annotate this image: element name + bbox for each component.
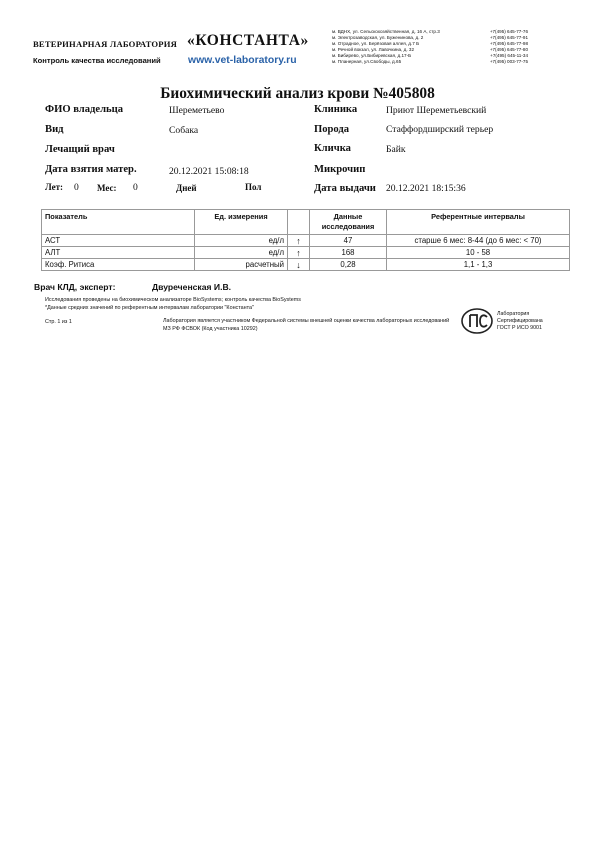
arrow-down-icon: ↓: [296, 259, 301, 270]
clinic-value: Приют Шереметьевский: [386, 105, 487, 116]
arrow-up-icon: ↑: [296, 235, 301, 246]
years-label: Лет:: [45, 182, 64, 192]
address-text: м. Отрадное, ул. Берёзовая аллея, д.7 Б: [332, 41, 420, 47]
address-text: м. ВДНХ, ул. Сельскохозяйственная, д. 16 А, стр.3: [332, 29, 440, 34]
reference-note: *Данные средних значений по референтным интервалам лаборатории "Константа": [45, 305, 254, 311]
signature-name: Двуреченская И.В.: [152, 282, 232, 292]
cell-value: 168: [310, 247, 387, 259]
cell-unit: ед/л: [195, 247, 288, 259]
cell-ref: 10 - 58: [387, 247, 570, 259]
table-row: [42, 235, 570, 247]
species-label: Вид: [45, 124, 64, 135]
nickname-value: Байк: [386, 144, 406, 155]
address-phone: +7(495) 003-77-75: [489, 59, 528, 65]
cell-name: АЛТ: [42, 247, 195, 259]
issue-date-label: Дата выдачи: [314, 183, 376, 194]
results-table: [41, 209, 570, 271]
table-header-row: [42, 210, 570, 235]
cell-ref: старше 6 мес: 8-44 (до 6 мес: < 70): [387, 235, 570, 247]
address-phone: +7(495) 645-77-76: [489, 29, 528, 34]
sample-date-label: Дата взятия матер.: [45, 164, 137, 175]
document-title: Биохимический анализ крови №405808: [160, 85, 435, 102]
owner-label: ФИО владельца: [45, 104, 124, 115]
address-row: [332, 59, 528, 65]
table-row: [42, 247, 570, 259]
cell-ref: 1,1 - 1,3: [387, 259, 570, 271]
months-value: 0: [133, 182, 138, 193]
cell-unit: ед/л: [195, 235, 288, 247]
years-value: 0: [74, 182, 79, 193]
column-header-value: Данные исследования: [310, 210, 387, 235]
column-header-flag: [288, 210, 310, 235]
cell-value: 47: [310, 235, 387, 247]
species-value: Собака: [169, 125, 199, 136]
cert-line-1: Лаборатория: [497, 311, 530, 317]
brand-name: «КОНСТАНТА»: [187, 32, 309, 49]
address-phone: +7(495) 645-11-34: [490, 53, 528, 59]
cert-line-3: ГОСТ Р ИСО 9001: [497, 325, 542, 331]
sample-date-value: 20.12.2021 15:08:18: [169, 166, 249, 177]
address-phone: +7(495) 645-77-80: [489, 47, 528, 53]
column-header-name: Показатель: [42, 210, 195, 235]
address-list: [332, 29, 528, 66]
days-label: Дней: [176, 183, 197, 193]
issue-date-value: 20.12.2021 18:15:36: [386, 183, 466, 194]
clinic-label: Клиника: [314, 104, 358, 115]
address-text: м. Планерная, ул.Свободы, д.65: [332, 59, 402, 65]
address-text: м. Электрозаводская, ул. Буженинова, д. 2: [332, 35, 424, 41]
address-phone: +7(495) 645-77-98: [489, 41, 528, 47]
fsvok-note: Лаборатория является участником Федеральной системы внешней оценки качества лабораторных исследований МЗ РФ ФСВОК (Код участника 10292): [163, 318, 450, 332]
doctor-label: Лечащий врач: [45, 144, 115, 155]
microchip-label: Микрочип: [314, 164, 366, 175]
cell-name: АСТ: [42, 235, 195, 247]
months-label: Мес:: [97, 183, 117, 193]
column-header-ref: Референтные интервалы: [387, 210, 570, 235]
arrow-up-icon: ↑: [296, 247, 301, 258]
breed-label: Порода: [314, 124, 350, 135]
analyzer-note: Исследования проведены на биохимическом анализаторе BioSystems; контроль качества BioSystems: [45, 297, 301, 303]
table-row: [42, 259, 570, 271]
address-phone: +7(495) 645-77-91: [489, 35, 528, 41]
website-link[interactable]: www.vet-laboratory.ru: [188, 55, 297, 66]
certification-text: [497, 311, 543, 332]
nickname-label: Кличка: [314, 143, 351, 154]
cell-value: 0,28: [310, 259, 387, 271]
address-text: м. Бибирево, ул.Бибиревская, д.17-Б: [332, 53, 412, 59]
breed-value: Стаффордширский терьер: [386, 124, 494, 135]
address-text: м. Речной вокзал, ул. Лавочкина, д. 32: [332, 47, 414, 53]
page-number: Стр. 1 из 1: [45, 319, 72, 325]
certification-mark-icon: [460, 307, 494, 340]
owner-value: Шереметьево: [169, 105, 225, 116]
lab-subtitle: Контроль качества исследований: [33, 56, 161, 65]
column-header-unit: Ед. измерения: [195, 210, 288, 235]
sex-label: Пол: [245, 182, 262, 192]
cell-unit: расчетный: [195, 259, 288, 271]
lab-name-line: ВЕТЕРИНАРНАЯ ЛАБОРАТОРИЯ: [33, 39, 178, 49]
cert-line-2: Сертифицирована: [497, 318, 543, 324]
cell-name: Коэф. Ритиса: [42, 259, 195, 271]
signature-label: Врач КЛД, эксперт:: [34, 282, 116, 292]
